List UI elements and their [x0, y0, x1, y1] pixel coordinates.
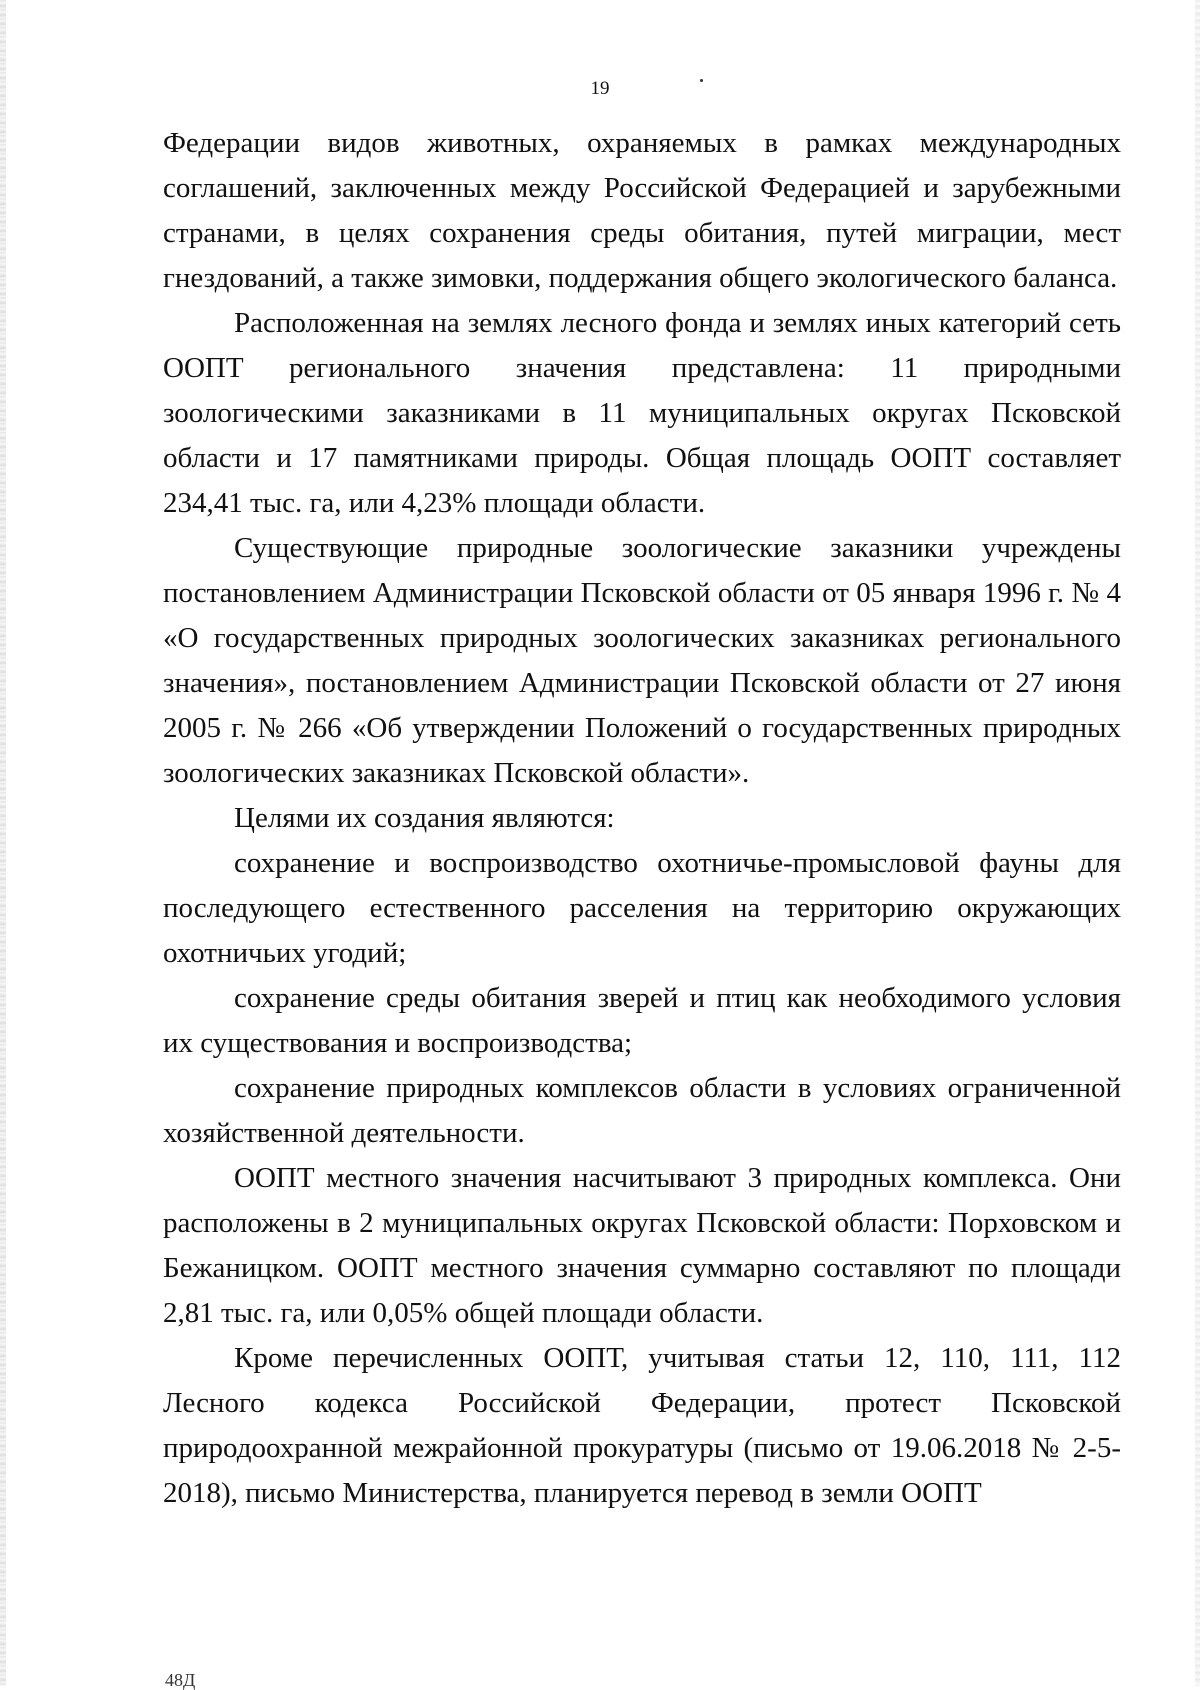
- scan-edge-left: [0, 0, 6, 1686]
- paragraph-zoological-reserves: Существующие природные зоологические заказники учреждены постановлением Администрации Псковской области от 05 января 1996 г. № 4 «О государственных природных зоологических заказниках регионального значения», постановлением Администрации Псковской области от 27 июня 2005 г. № 266 «Об утверждении Положений о государственных природных зоологических заказниках Псковской области».: [163, 532, 1121, 789]
- scan-edge-right: [1195, 0, 1200, 1686]
- paragraph-goal-complexes: сохранение природных комплексов области в условиях ограниченной хозяйственной деятельности.: [163, 1072, 1121, 1149]
- document-body: [163, 121, 1121, 1516]
- paragraph-goals-heading: Целями их создания являются:: [234, 802, 615, 834]
- paragraph-continuation: Федерации видов животных, охраняемых в рамках международных соглашений, заключенных между Российской Федерацией и зарубежными странами, в целях сохранения среды обитания, путей миграции, мест гнездований, а также зимовки, поддержания общего экологического баланса.: [163, 127, 1121, 294]
- paragraph-regional-network: Расположенная на землях лесного фонда и землях иных категорий сеть ООПТ регионального значения представлена: 11 природными зоологическими заказниками в 11 муниципальных округах Псковской области и 17 памятниками природы. Общая площадь ООПТ составляет 234,41 тыс. га, или 4,23% площади области.: [163, 307, 1121, 519]
- paragraph-goal-habitat: сохранение среды обитания зверей и птиц как необходимого условия их существования и воспроизводства;: [163, 982, 1121, 1059]
- paragraph-goal-fauna: сохранение и воспроизводство охотничье-промысловой фауны для последующего естественного расселения на территорию окружающих охотничьих угодий;: [163, 847, 1121, 969]
- footer-mark: 48Д: [165, 1670, 196, 1690]
- scan-speck: [700, 79, 703, 82]
- paragraph-planned-transfer: Кроме перечисленных ООПТ, учитывая статьи 12, 110, 111, 112 Лесного кодекса Российской Федерации, протест Псковской природоохранной межрайонной прокуратуры (письмо от 19.06.2018 № 2-5-2018), письмо Министерства, планируется перевод в земли ООПТ: [163, 1342, 1121, 1509]
- paragraph-local-significance: ООПТ местного значения насчитывают 3 природных комплекса. Они расположены в 2 муниципальных округах Псковской области: Порховском и Бежаницком. ООПТ местного значения суммарно составляют по площади 2,81 тыс. га, или 0,05% общей площади области.: [163, 1162, 1121, 1329]
- page-number: 19: [590, 78, 610, 99]
